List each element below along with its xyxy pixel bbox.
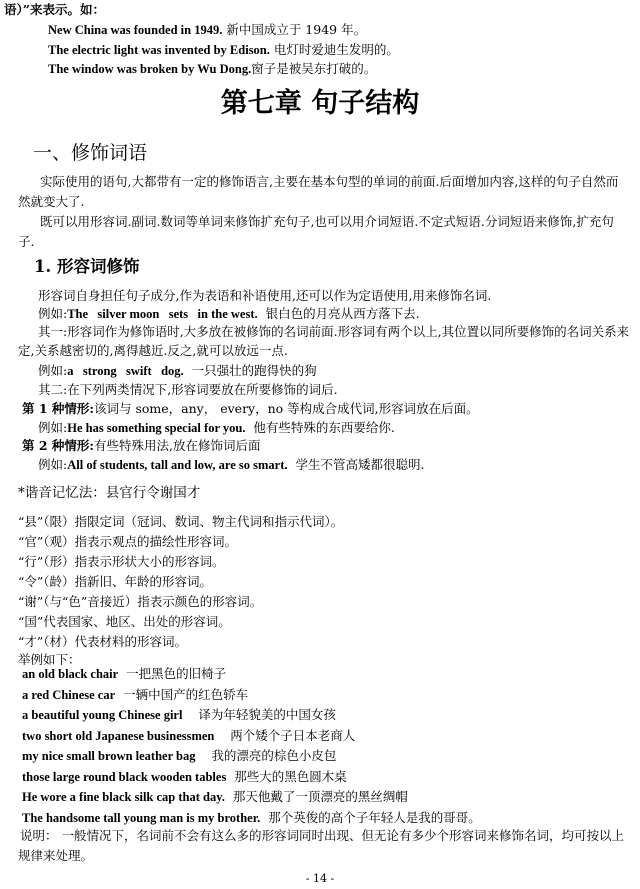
- case-line: 第 1 种情形:该词与 some，any， every，no 等构成合成代词,形容词放在后面。: [22, 401, 479, 416]
- example-line: 例如:All of students, tall and low, are so smart. 学生不管高矮都很聪明.: [38, 457, 425, 472]
- example-line: 例如:He has something special for you. 他有些特殊的东西要给你.: [38, 420, 395, 435]
- list-item: “行”（形）指表示形状大小的形容词。: [18, 554, 225, 569]
- case-line: 第 2 种情形:有些特殊用法,放在修饰词后面: [22, 438, 261, 453]
- list-item: “官”（观）指表示观点的描绘性形容词。: [18, 534, 238, 549]
- passive-example: New China was founded in 1949. 新中国成立于 1949 年。: [48, 22, 367, 37]
- list-item: “才”（材）代表材料的形容词。: [18, 634, 188, 649]
- passive-example: The electric light was invented by Edison. 电灯时爱迪生发明的。: [48, 42, 399, 57]
- example-item: a beautiful young Chinese girl 译为年轻貌美的中国女孩: [22, 707, 336, 722]
- section-title: 一、修饰词语: [33, 142, 148, 164]
- list-item: “令”（龄）指新旧、年龄的形容词。: [18, 574, 213, 589]
- example-line: 例如:a strong swift dog. 一只强壮的跑得快的狗: [38, 363, 317, 378]
- paragraph: 既可以用形容词.副词.数词等单词来修饰扩充句子,也可以用介词短语.不定式短语.分词短语来修饰,扩充句子.: [18, 214, 614, 249]
- example-item: a red Chinese car 一辆中国产的红色轿车: [22, 686, 249, 702]
- example-list: [22, 664, 481, 828]
- example-item: an old black chair 一把黑色的旧椅子: [22, 666, 227, 681]
- paragraph: 实际使用的语句,大都带有一定的修饰语言,主要在基本句型的单词的前面.后面增加内容,这样的句子自然而然就变大了.: [18, 174, 619, 209]
- example-line: 例如:The silver moon sets in the west. 银白色的月亮从西方落下去.: [38, 306, 420, 321]
- rule-text: 其二:在下列两类情况下,形容词要放在所要修饰的词后.: [38, 382, 338, 397]
- list-item: “县”（限）指限定词（冠词、数词、物主代词和指示代词）。: [18, 514, 344, 529]
- chapter-title: 第七章 句子结构: [220, 88, 420, 119]
- mnemonic-list: [18, 512, 343, 668]
- list-item: “谢”（与“色”音接近）指表示颜色的形容词。: [18, 594, 263, 609]
- example-item: He wore a fine black silk cap that day. 那天他戴了一顶漂亮的黑丝绸帽: [22, 789, 408, 804]
- mnemonic-title: *谐音记忆法：县官行令谢国才: [18, 485, 201, 501]
- list-item: 举例如下：: [18, 652, 81, 667]
- list-item: “国”代表国家、地区、出处的形容词。: [18, 614, 231, 629]
- page-number: - 14 -: [305, 872, 335, 885]
- example-item: my nice small brown leather bag 我的漂亮的棕色小皮包: [22, 748, 337, 763]
- example-item: two short old Japanese businessmen 两个矮个子日本老商人: [22, 727, 356, 743]
- passive-example: The window was broken by Wu Dong.窗子是被吴东打破的。: [48, 61, 377, 76]
- subsection-title: 1. 形容词修饰: [34, 257, 140, 276]
- rule-text: 其一:形容词作为修饰语时,大多放在被修饰的名词前面.形容词有两个以上,其位置以同所要修饰的名词关系来定,关系越密切的,离得越近.反之,就可以放远一点.: [18, 324, 630, 358]
- intro-tail: 语）”来表示。如：: [4, 2, 105, 17]
- paragraph: 形容词自身担任句子成分,作为表语和补语使用,还可以作为定语使用,用来修饰名词.: [38, 288, 492, 303]
- note-text: 说明： 一般情况下，名词前不会有这么多的形容词同时出现、但无论有多少个形容词来修饰名词，均可按以上规律来处理。: [18, 828, 624, 863]
- example-item: The handsome tall young man is my brother. 那个英俊的高个子年轻人是我的哥哥。: [22, 809, 481, 825]
- example-item: those large round black wooden tables 那些大的黑色圆木桌: [22, 768, 347, 784]
